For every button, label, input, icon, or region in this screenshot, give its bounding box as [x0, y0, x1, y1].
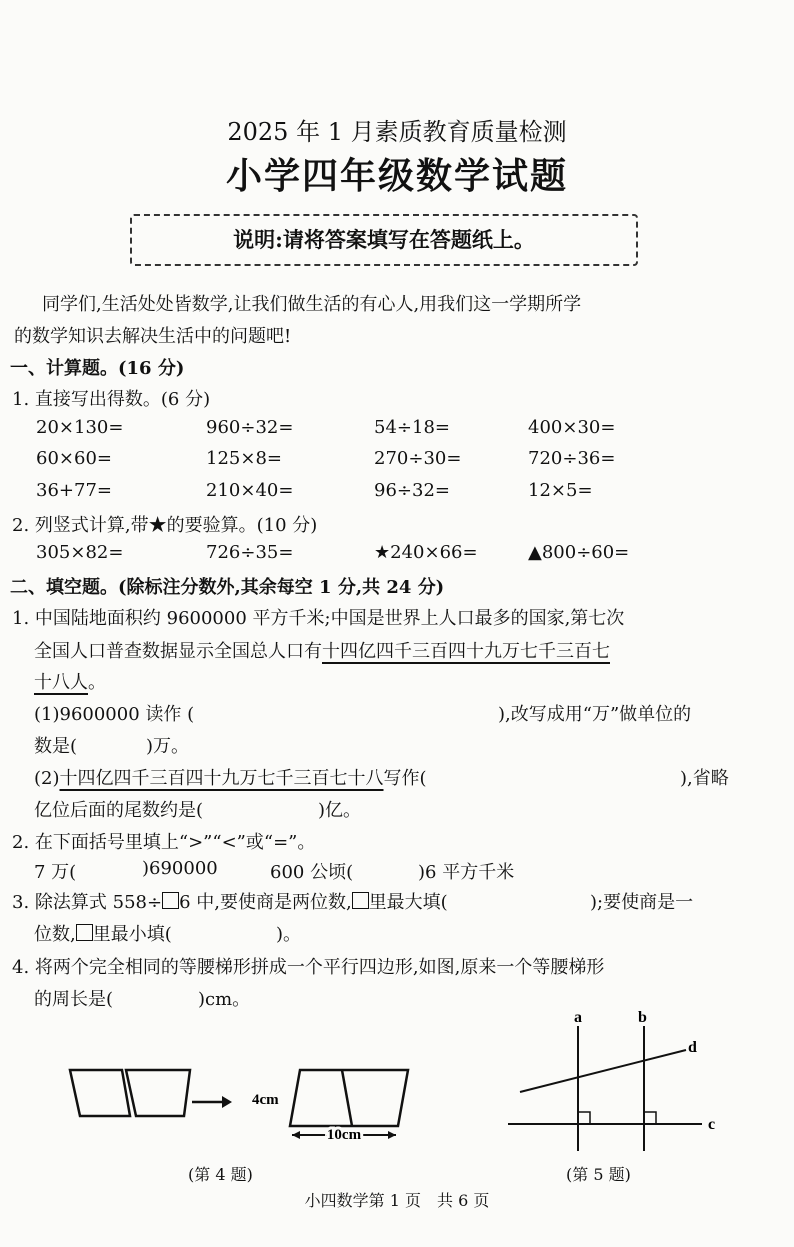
- label-c: c: [708, 1116, 716, 1133]
- blank-box-icon: [162, 892, 179, 909]
- p2-q1-sub1b: ),改写成用“万”做单位的: [498, 704, 692, 725]
- page-footer: 小四数学第 1 页 共 6 页: [304, 1191, 490, 1210]
- p2-q1-line2: [34, 637, 610, 663]
- line-d: [520, 1050, 686, 1092]
- p2-q2-line1: 2. 在下面括号里填上“>”“<”或“=”。: [12, 832, 316, 853]
- figure-4-trapezoids: [0, 1040, 460, 1150]
- trapezoid-right: [126, 1070, 190, 1116]
- p2-q1-sub2e: 亿位后面的尾数约是(: [34, 800, 204, 821]
- calc-item: 54÷18=: [374, 417, 450, 438]
- p2-q4-line2b: )cm。: [198, 989, 251, 1010]
- calc-item: 60×60=: [36, 448, 112, 469]
- period: 。: [88, 672, 106, 693]
- part2-heading: 二、填空题。(除标注分数外,其余每空 1 分,共 24 分): [10, 577, 445, 598]
- q3-text-c: 里最大填(: [368, 892, 448, 913]
- label-b: b: [638, 1009, 647, 1026]
- calc-item: 125×8=: [206, 448, 282, 469]
- p2-q4-line1: 4. 将两个完全相同的等腰梯形拼成一个平行四边形,如图,原来一个等腰梯形: [12, 957, 605, 978]
- calc-item: 720÷36=: [528, 448, 616, 469]
- parallelogram: [290, 1070, 408, 1126]
- right-angle-mark-icon: [644, 1112, 656, 1124]
- calc-item: 960÷32=: [206, 417, 294, 438]
- dim-arrow-right-icon: [388, 1131, 396, 1139]
- right-angle-mark-icon: [578, 1112, 590, 1124]
- sub2-label: (2): [34, 768, 60, 789]
- population-words: 十四亿四千三百四十九万七千三百七: [322, 641, 610, 662]
- sub2-write-as: 写作(: [383, 768, 427, 789]
- arrow-head-icon: [222, 1096, 232, 1108]
- p2-q3-line2: [34, 920, 172, 946]
- p2-q1-sub2d: ),省略: [680, 768, 729, 789]
- p2-q1-line2-text: 全国人口普查数据显示全国总人口有: [34, 641, 322, 662]
- join-line: [342, 1070, 352, 1126]
- population-words-written: 十四亿四千三百四十九万七千三百七十八: [59, 768, 384, 789]
- q3-text-d: 位数,: [34, 924, 76, 945]
- calc-item: 270÷30=: [374, 448, 462, 469]
- q1-1-title: 1. 直接写出得数。(6 分): [12, 389, 211, 410]
- p2-q2-a1: 7 万(: [34, 862, 77, 883]
- vertical-calc-item: ★240×66=: [374, 542, 478, 563]
- calc-item: 210×40=: [206, 480, 294, 501]
- p2-q2-a2: )690000: [142, 858, 218, 879]
- p2-q1-sub1c: 数是(: [34, 736, 78, 757]
- p2-q1-sub1a: (1)9600000 读作 (: [34, 704, 195, 725]
- width-label: 10cm: [326, 1127, 362, 1143]
- figure-4-caption: (第 4 题): [188, 1165, 253, 1184]
- p2-q1-line1: 1. 中国陆地面积约 9600000 平方千米;中国是世界上人口最多的国家,第七次: [12, 608, 625, 629]
- q3-text-e: 里最小填(: [92, 924, 172, 945]
- p2-q1-sub2: [34, 764, 427, 790]
- p2-q1-sub2f: )亿。: [318, 800, 362, 821]
- p2-q3-line1d: );要使商是一: [590, 892, 694, 913]
- figure-5-caption: (第 5 题): [566, 1165, 631, 1184]
- blank-box-icon: [76, 924, 93, 941]
- calc-item: 12×5=: [528, 480, 593, 501]
- p2-q3-line2c: )。: [276, 924, 302, 945]
- label-a: a: [574, 1009, 582, 1026]
- calc-item: 20×130=: [36, 417, 124, 438]
- height-label: 4cm: [252, 1092, 279, 1108]
- vertical-calc-item: 726÷35=: [206, 542, 294, 563]
- part1-heading: 一、计算题。(16 分): [10, 358, 185, 379]
- calc-item: 36+77=: [36, 480, 112, 501]
- dim-arrow-left-icon: [292, 1131, 300, 1139]
- calc-item: 400×30=: [528, 417, 616, 438]
- intro-line-2: 的数学知识去解决生活中的问题吧!: [14, 326, 292, 347]
- exam-title: 小学四年级数学试题: [225, 155, 568, 197]
- p2-q4-line2a: 的周长是(: [34, 989, 114, 1010]
- instruction-box: 说明:请将答案填写在答题纸上。: [130, 214, 638, 266]
- p2-q1-line3: [34, 668, 106, 694]
- p2-q1-sub1d: )万。: [146, 736, 190, 757]
- q3-text-b: 6 中,要使商是两位数,: [179, 892, 352, 913]
- p2-q3-line1: [12, 888, 448, 914]
- figure-5-lines: [490, 1006, 730, 1156]
- intro-line-1: 同学们,生活处处皆数学,让我们做生活的有心人,用我们这一学期所学: [42, 294, 582, 315]
- label-d: d: [688, 1039, 697, 1056]
- trapezoid-left: [70, 1070, 130, 1116]
- population-words-end: 十八人: [34, 672, 88, 693]
- q1-2-title: 2. 列竖式计算,带★的要验算。(10 分): [12, 515, 318, 536]
- vertical-calc-item: ▲800÷60=: [528, 542, 630, 563]
- vertical-calc-item: 305×82=: [36, 542, 124, 563]
- blank-box-icon: [352, 892, 369, 909]
- q3-text-a: 3. 除法算式 558÷: [12, 892, 163, 913]
- p2-q2-b1: 600 公顷(: [270, 862, 354, 883]
- calc-item: 96÷32=: [374, 480, 450, 501]
- p2-q2-b2: )6 平方千米: [418, 862, 515, 883]
- exam-subtitle: 2025 年 1 月素质教育质量检测: [227, 118, 567, 146]
